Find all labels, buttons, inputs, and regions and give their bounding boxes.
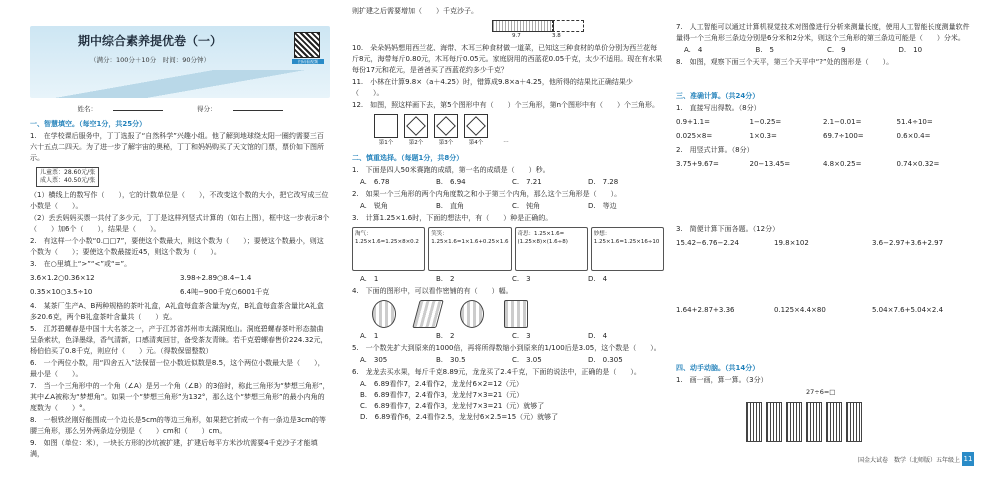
calc-item: 20−13.45= xyxy=(749,160,791,168)
question-8: 8. 一根铁丝刚好能围成一个边长是5cm的等边三角形，如果把它折成一个有一条边是3cm的等腰三角形，那么另外两条边分别是（ ）cm和（ ）cm。 xyxy=(30,416,326,435)
choice-1-options xyxy=(352,177,664,188)
question-7: 7. 当一个三角形中的一个角（∠A）是另一个角（∠B）的3倍时，称此三角形为“梦想三角形”，其中∠A被称为“梦想角”。如果一个“梦想三角形”为132°，那么这个“梦想三角形”的最小内角的度数为（ ）°。 xyxy=(30,382,330,412)
right-column xyxy=(676,0,970,442)
compare-row-1 xyxy=(30,273,330,284)
ticket-box xyxy=(30,165,330,189)
score-label: 得分： xyxy=(197,105,217,113)
score-field[interactable] xyxy=(233,110,283,111)
tiling-figure xyxy=(504,300,528,328)
stick-bundle xyxy=(746,402,762,442)
mountain-decoration xyxy=(30,70,330,98)
qr-caption: 扫码看视频 xyxy=(292,59,324,64)
choice-5-options xyxy=(352,355,664,366)
pattern-fig: 第4个 xyxy=(464,114,488,149)
calc-item: 1×0.3= xyxy=(749,132,777,140)
compare-item: 0.35×10○3.5÷10 xyxy=(30,288,93,296)
division-equation: 27÷6=□ xyxy=(806,388,836,396)
option[interactable]: C. 3 xyxy=(512,275,531,283)
draw-1: 1. 画一画，算一算。（3分） xyxy=(676,376,768,384)
tiling-figure xyxy=(412,300,444,328)
calc-item: 1.64+2.87+3.36 xyxy=(676,306,735,314)
compare-item: 3.6×1.2○0.36×12 xyxy=(30,274,95,282)
option[interactable]: B. 5 xyxy=(755,46,774,54)
exam-title: 期中综合素养提优卷（一） xyxy=(77,34,222,48)
work-space[interactable] xyxy=(676,173,970,223)
option[interactable]: A. 1 xyxy=(360,332,379,340)
dim-label: 9.7 xyxy=(512,33,521,39)
section-2-heading: 二、慎重选择。（每题1分，共8分） xyxy=(352,154,464,162)
option[interactable]: A. 4 xyxy=(684,46,703,54)
question-1b: （2）丢丢妈妈买票一共付了多少元，丁丁是这样列竖式计算的（如右上图），框中这一步表示8个（ ）加6个（ ），结果是（ ）。 xyxy=(30,214,330,233)
calc-item: 0.74×0.32= xyxy=(896,160,940,168)
option[interactable]: B. 直角 xyxy=(436,202,465,210)
stick-bundle xyxy=(806,402,822,442)
sandpit-rect xyxy=(492,20,554,32)
stick-bundle xyxy=(826,402,842,442)
section-3-heading: 三、准确计算。（共24分） xyxy=(676,92,760,100)
question-1: 1. 在学校课后服务中，丁丁选报了“自然科学”兴趣小组。他了解到地球绕太阳一圈约需要三百六十五点二四天。为了进一步了解宇宙的奥秘，丁丁和妈妈购买了天文馆的门票，票价如下图所示。 xyxy=(30,132,324,162)
option[interactable]: A. 6.78 xyxy=(360,178,390,186)
option[interactable]: D. 4 xyxy=(588,275,608,283)
calc-item: 3.75+9.67= xyxy=(676,160,719,168)
page-number: 11 xyxy=(962,452,974,466)
work-space[interactable] xyxy=(676,319,970,359)
calc-3-row xyxy=(676,238,970,249)
option[interactable]: B. 30.5 xyxy=(436,356,466,364)
choice-3-options xyxy=(352,274,664,285)
dim-label: 3.8 xyxy=(552,33,561,39)
stick-bundle xyxy=(846,402,862,442)
choice-5: 5. 一个数先扩大到原来的1000倍，再将所得数缩小到原来的1/100后是3.05，这个数是（ ）。 xyxy=(352,344,661,352)
pattern-figures xyxy=(352,114,664,149)
question-1a: （1）横线上的数写作（ ），它的计数单位是（ ），不改变这个数的大小，把它改写成三位小数是（ ）。 xyxy=(30,191,329,210)
child-ticket: 儿童票：28.60元/张 xyxy=(40,169,96,176)
choice-7: 7. 人工智能可以通过计算机视觉技术对图像进行分析来测量长度，使用人工智能长度测量软件量得一个三角形三条边分别是6分米和2分米，则这个三角形的第三条边可能是（ ）分米。 xyxy=(676,23,970,42)
pattern-fig: … xyxy=(503,138,509,144)
option[interactable]: C. 3 xyxy=(512,332,531,340)
calc-3: 3. 简便计算下面各题。（12分） xyxy=(676,225,780,233)
qr-code-icon[interactable] xyxy=(294,32,320,58)
option[interactable]: D. 7.28 xyxy=(588,178,619,186)
pattern-fig: 第2个 xyxy=(404,114,428,149)
section-4-heading: 四、动手动脑。（共14分） xyxy=(676,364,760,372)
question-11: 11. 小林在计算9.8×（a＋4.25）时，错算成9.8×a＋4.25，他所得的结果比正确结果少（ ）。 xyxy=(352,78,633,97)
calc-item: 0.025×8= xyxy=(676,132,713,140)
exam-subtitle: （满分：100分＋10分 时间：90分钟） xyxy=(90,56,210,64)
option[interactable]: B. 6.89看作7，2.4看作3，龙龙付7×3=21（元） xyxy=(360,391,524,399)
calc-item: 19.8×102 xyxy=(774,239,809,247)
option[interactable]: B. 2 xyxy=(436,275,455,283)
question-4: 4. 某茶厂生产A、B两种规格的茶叶礼盒，A礼盒每盒茶含量为y克，B礼盒每盒茶含量比A礼盒多20.6克，两个B礼盒茶叶含量共（ ）克。 xyxy=(30,302,324,321)
ticket-prices xyxy=(36,167,99,187)
stick-bundle xyxy=(766,402,782,442)
question-6: 6. 一个两位小数，用“四舍五入”法保留一位小数近似数是8.5，这个两位小数最大是（ ），最小是（ ）。 xyxy=(30,359,325,378)
option[interactable]: A. 锐角 xyxy=(360,202,388,210)
choice-4: 4. 下面的图形中，可以看作密铺的有（ ）幅。 xyxy=(352,287,513,295)
compare-row-2 xyxy=(30,287,330,298)
question-12: 12. 如图，照这样画下去，第5个图形中有（ ）个三角形，第n个图形中有（ ）个三角形。 xyxy=(352,101,660,109)
middle-column xyxy=(352,0,664,423)
calc-item: 51.4÷10= xyxy=(896,118,933,126)
choice-8: 8. 如图，观察下面三个天平，第三个天平中“?”处的图形是（ ）。 xyxy=(676,58,894,66)
calc-item: 0.6×0.4= xyxy=(896,132,931,140)
question-9-cont: 则扩建之后需要增加（ ）千克沙子。 xyxy=(352,7,478,15)
option[interactable]: D. 0.305 xyxy=(588,356,623,364)
tiling-figure xyxy=(372,300,396,328)
option[interactable]: A. 305 xyxy=(360,356,388,364)
choice-1: 1. 下面是四人50米赛跑的成绩，第一名的成绩是（ ）秒。 xyxy=(352,166,550,174)
footer-brand: 国金大试卷 数学（北师版）五年级上 xyxy=(858,457,961,464)
calc-2: 2. 用竖式计算。（8分） xyxy=(676,146,754,154)
choice-6: 6. 龙龙去买水果，每斤千克8.89元，龙龙买了2.4千克，下面的说法中，正确的是（ ）。 xyxy=(352,368,641,376)
option[interactable]: A. 6.89看作7，2.4看作2，龙龙付6×2=12（元） xyxy=(360,380,524,388)
tiling-figure xyxy=(460,300,484,328)
tiling-figures xyxy=(352,300,664,328)
balance-figures xyxy=(676,69,970,87)
method-card: 妙想：1.25×1.6=1.25×16÷10 xyxy=(591,227,664,271)
name-label: 姓名： xyxy=(77,105,97,113)
calc-item: 0.125×4.4×80 xyxy=(774,306,826,314)
option[interactable]: D. 6.89看作6，2.4看作2.5，龙龙付6×2.5=15（元）就够了 xyxy=(360,413,559,421)
question-9: 9. 如图（单位：米），一块长方形的沙坑被扩建，扩建后每平方米沙坑需要4千克沙子才能填满， xyxy=(30,439,318,458)
option[interactable]: C. 钝角 xyxy=(512,202,541,210)
sandpit-figure xyxy=(492,18,664,42)
method-card: 淘气：1.25×1.6=1.25×8×0.2 xyxy=(352,227,425,271)
option[interactable]: B. 6.94 xyxy=(436,178,466,186)
stick-bundles xyxy=(746,402,970,442)
choice-3: 3. 计算1.25×1.6时，下面的想法中，有（ ）种是正确的。 xyxy=(352,214,553,222)
choice-2-options xyxy=(352,201,664,212)
calc-1-row xyxy=(676,117,970,128)
option[interactable]: D. 等边 xyxy=(588,202,617,210)
calc-3-row xyxy=(676,305,970,316)
calc-1-row xyxy=(676,131,970,142)
calc-item: 5.04×7.6+5.04×2.4 xyxy=(872,306,944,314)
option[interactable]: A. 1 xyxy=(360,275,379,283)
option[interactable]: C. 9 xyxy=(827,46,846,54)
option[interactable]: C. 3.05 xyxy=(512,356,542,364)
option[interactable]: B. 2 xyxy=(436,332,455,340)
question-2: 2. 有这样一个小数“0.□□7”，要使这个数最大，则这个数为（ ）；要使这个数最小，则这个数为（ ）；要使这个数最接近45，则这个数为（ ）。 xyxy=(30,237,324,256)
pattern-fig: 第1个 xyxy=(374,114,398,149)
name-field[interactable] xyxy=(113,110,163,111)
calc-item: 4.8×0.25= xyxy=(823,160,862,168)
adult-ticket: 成人票：40.50元/张 xyxy=(40,177,96,184)
calc-item: 2.1−0.01= xyxy=(823,118,862,126)
left-column xyxy=(30,0,330,461)
name-score-bar xyxy=(30,104,330,115)
section-1-heading: 一、智慧填空。（每空1分，共25分） xyxy=(30,120,147,128)
pattern-fig: 第3个 xyxy=(434,114,458,149)
exam-header xyxy=(30,26,330,98)
compare-item: 6.4吨−900千克○6001千克 xyxy=(180,288,270,296)
choice-2: 2. 如果一个三角形的两个内角度数之和小于第三个内角，那么这个三角形是（ ）。 xyxy=(352,190,622,198)
choice-7-options xyxy=(676,45,970,56)
choice-4-options xyxy=(352,331,664,342)
work-space[interactable] xyxy=(676,252,970,302)
option[interactable]: D. 4 xyxy=(588,332,608,340)
calc-item: 15.42−6.76−2.24 xyxy=(676,239,739,247)
method-card: 奇思：1.25×1.6=(1.25×8)×(1.6÷8) xyxy=(515,227,588,271)
stick-bundle xyxy=(786,402,802,442)
question-3: 3. 在○里填上“>”“<”或“=”。 xyxy=(30,260,132,268)
method-cards xyxy=(352,227,664,271)
option[interactable]: C. 6.89看作7，2.4看作3，龙龙付7×3=21（元）就够了 xyxy=(360,402,545,410)
choice-6-options xyxy=(352,379,664,423)
question-5: 5. 江苏碧螺春是中国十大名茶之一，产于江苏省苏州市太湖洞庭山。洞庭碧螺春茶叶形态揣曲呈条索状，色泽墨绿，香气清新，口感清爽回甘，备受茶友青睐。若千克碧螺春售价224.32元，杨伯伯买了0.8千克，则应付（ ）元。（得数保留整数） xyxy=(30,325,328,355)
calc-2-row xyxy=(676,159,970,170)
calc-item: 3.6−2.97+3.6+2.97 xyxy=(872,239,944,247)
calc-item: 0.9+1.1= xyxy=(676,118,710,126)
question-10: 10. 朵朵妈妈想用西兰花、海带、木耳三种食材做一道菜，已知这三种食材的单价分别为西兰花每斤8元，海带每斤0.80元，木耳每斤0.05元。家庭厨用的西蓝花0.05千克，太少不适用。现在有水果每份17元和花元，是爸爸买了西蓝花约多少千克？ xyxy=(352,44,663,74)
compare-item: 3.98÷2.89○8.4−1.4 xyxy=(180,274,252,282)
method-card: 笑笑：1.25×1.6=1×1.6+0.25×1.6 xyxy=(428,227,511,271)
calc-item: 69.7÷100= xyxy=(823,132,864,140)
option[interactable]: D. 10 xyxy=(898,46,923,54)
option[interactable]: C. 7.21 xyxy=(512,178,542,186)
calc-1: 1. 直接写出得数。（8分） xyxy=(676,104,761,112)
calc-item: 1−0.25= xyxy=(749,118,782,126)
